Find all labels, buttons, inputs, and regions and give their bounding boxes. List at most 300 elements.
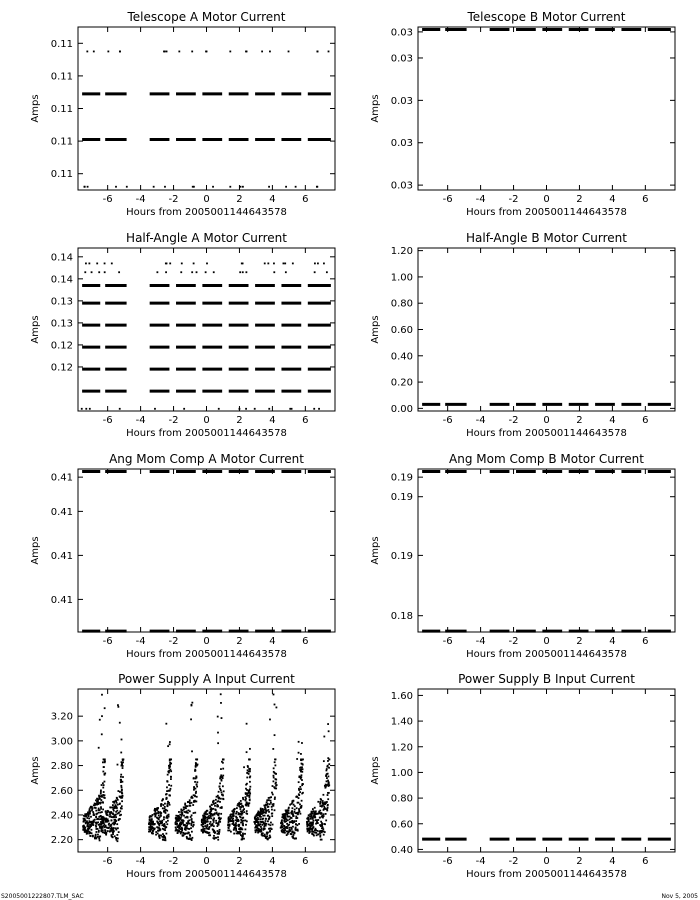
data-point <box>270 822 272 824</box>
data-point <box>249 791 251 793</box>
data-point <box>175 828 177 830</box>
data-point <box>82 825 84 827</box>
data-point <box>95 822 97 824</box>
data-point <box>221 717 223 719</box>
data-point <box>186 837 188 839</box>
data-point <box>121 763 123 765</box>
data-point <box>300 788 302 790</box>
data-point <box>99 840 101 842</box>
data-point <box>313 810 315 812</box>
data-point <box>164 829 166 831</box>
y-tick-label: 0.80 <box>390 793 413 805</box>
data-point <box>165 812 167 814</box>
data-point <box>289 827 291 829</box>
y-tick-label: 0.80 <box>390 298 413 310</box>
data-point <box>188 809 190 811</box>
data-point <box>161 821 163 823</box>
data-point <box>220 702 222 704</box>
data-point <box>316 830 318 832</box>
data-point <box>195 791 197 793</box>
chart-4 <box>370 231 675 439</box>
data-point <box>284 814 286 816</box>
data-point <box>217 732 219 734</box>
data-point <box>243 811 245 813</box>
data-point <box>269 836 271 838</box>
data-point <box>158 830 160 832</box>
data-point <box>165 826 167 828</box>
data-point <box>212 808 214 810</box>
data-point <box>99 719 101 721</box>
data-point <box>119 722 121 724</box>
data-point <box>218 824 220 826</box>
data-point <box>164 51 166 53</box>
y-tick-label: 1.60 <box>390 690 413 702</box>
data-point <box>100 791 102 793</box>
data-point <box>327 766 329 768</box>
data-point <box>87 186 89 188</box>
data-point <box>94 819 96 821</box>
y-tick-label: 3.00 <box>50 736 73 748</box>
data-point <box>103 758 105 760</box>
y-tick-label: 0.03 <box>390 95 413 107</box>
data-point <box>264 815 266 817</box>
data-point <box>268 824 270 826</box>
data-point <box>239 271 241 273</box>
data-point <box>261 810 263 812</box>
data-point <box>181 831 183 833</box>
data-point <box>156 271 158 273</box>
data-point <box>320 801 322 803</box>
data-point <box>193 794 195 796</box>
data-point <box>308 824 310 826</box>
data-point <box>256 830 258 832</box>
data-point <box>100 793 102 795</box>
data-point <box>176 824 178 826</box>
data-point <box>240 186 242 188</box>
data-point <box>175 827 177 829</box>
data-point <box>229 51 231 53</box>
data-point <box>249 781 251 783</box>
data-point <box>206 817 208 819</box>
data-point <box>324 807 326 809</box>
x-axis-label: Hours from 2005001144643578 <box>126 428 287 439</box>
data-point <box>265 820 267 822</box>
data-point <box>109 811 111 813</box>
data-point <box>166 790 168 792</box>
x-axis-label: Hours from 2005001144643578 <box>466 428 627 439</box>
data-point <box>293 804 295 806</box>
data-point <box>299 775 301 777</box>
data-point <box>261 834 263 836</box>
data-point <box>158 815 160 817</box>
data-point <box>165 263 167 265</box>
data-point <box>178 51 180 53</box>
data-point <box>245 828 247 830</box>
data-point <box>112 804 114 806</box>
data-point <box>102 802 104 804</box>
data-point <box>291 408 293 410</box>
y-tick-label: 2.80 <box>50 761 73 773</box>
data-point <box>311 811 313 813</box>
data-point <box>327 780 329 782</box>
x-tick-label: 6 <box>642 636 649 647</box>
x-tick-label: 6 <box>302 636 309 647</box>
x-tick-label: -2 <box>168 194 179 205</box>
x-tick-label: -4 <box>135 636 146 647</box>
data-point <box>186 817 188 819</box>
data-point <box>154 816 156 818</box>
data-point <box>119 814 121 816</box>
y-tick-label: 0.14 <box>50 252 73 264</box>
data-point <box>258 824 260 826</box>
data-point <box>205 813 207 815</box>
x-tick-label: 2 <box>576 856 583 867</box>
chart-title: Power Supply A Input Current <box>118 672 295 686</box>
data-point <box>259 818 261 820</box>
data-point <box>313 826 315 828</box>
data-point <box>328 51 330 53</box>
data-point <box>120 774 122 776</box>
data-point <box>151 818 153 820</box>
data-point <box>298 752 300 754</box>
data-point <box>105 834 107 836</box>
data-point <box>169 263 171 265</box>
data-point <box>109 806 111 808</box>
data-point <box>267 820 269 822</box>
data-point <box>243 766 245 768</box>
data-point <box>261 828 263 830</box>
data-point <box>298 823 300 825</box>
data-point <box>181 821 183 823</box>
data-point <box>93 804 95 806</box>
data-point <box>237 833 239 835</box>
data-point <box>301 774 303 776</box>
data-point <box>169 743 171 745</box>
x-tick-label: 4 <box>269 636 276 647</box>
data-point <box>165 821 167 823</box>
y-tick-label: 0.11 <box>50 136 73 148</box>
chart-title: Telescope A Motor Current <box>127 10 286 24</box>
data-point <box>164 823 166 825</box>
data-point <box>92 836 94 838</box>
data-point <box>284 821 286 823</box>
data-point <box>269 816 271 818</box>
data-point <box>217 836 219 838</box>
data-point <box>274 734 276 736</box>
data-point <box>314 807 316 809</box>
data-point <box>327 794 329 796</box>
data-point <box>105 825 107 827</box>
data-point <box>154 811 156 813</box>
data-point <box>184 833 186 835</box>
data-point <box>155 831 157 833</box>
data-point <box>103 797 105 799</box>
data-point <box>177 826 179 828</box>
data-point <box>104 707 106 709</box>
y-tick-label: 1.40 <box>390 716 413 728</box>
data-point <box>184 828 186 830</box>
data-point <box>193 822 195 824</box>
data-point <box>246 723 248 725</box>
data-point <box>273 271 275 273</box>
data-point <box>84 829 86 831</box>
data-point <box>213 817 215 819</box>
data-point <box>265 810 267 812</box>
data-point <box>192 804 194 806</box>
data-point <box>293 834 295 836</box>
data-point <box>86 51 88 53</box>
data-point <box>104 832 106 834</box>
data-point <box>212 823 214 825</box>
data-point <box>276 707 278 709</box>
data-points <box>82 471 331 631</box>
data-point <box>286 827 288 829</box>
data-points <box>81 263 331 410</box>
data-point <box>184 803 186 805</box>
x-tick-label: -6 <box>442 415 453 426</box>
data-point <box>232 815 234 817</box>
data-point <box>186 827 188 829</box>
data-point <box>210 821 212 823</box>
data-point <box>218 814 220 816</box>
data-point <box>148 821 150 823</box>
x-tick-label: 0 <box>203 194 210 205</box>
data-point <box>327 723 329 725</box>
data-point <box>90 816 92 818</box>
data-point <box>103 825 105 827</box>
data-point <box>168 784 170 786</box>
data-point <box>317 263 319 265</box>
data-point <box>240 800 242 802</box>
data-point <box>114 835 116 837</box>
data-point <box>106 827 108 829</box>
data-point <box>118 812 120 814</box>
data-point <box>264 834 266 836</box>
data-point <box>220 774 222 776</box>
data-point <box>166 793 168 795</box>
data-point <box>284 832 286 834</box>
data-point <box>96 798 98 800</box>
x-tick-label: -2 <box>508 415 519 426</box>
data-point <box>242 824 244 826</box>
data-point <box>215 802 217 804</box>
data-point <box>193 787 195 789</box>
data-point <box>268 809 270 811</box>
data-point <box>117 764 119 766</box>
data-point <box>273 780 275 782</box>
data-point <box>270 827 272 829</box>
data-point <box>267 803 269 805</box>
data-point <box>220 813 222 815</box>
data-point <box>239 408 241 410</box>
data-point <box>87 813 89 815</box>
data-point <box>195 764 197 766</box>
data-point <box>240 819 242 821</box>
data-point <box>203 822 205 824</box>
data-point <box>322 800 324 802</box>
data-point <box>268 186 270 188</box>
chart-title: Telescope B Motor Current <box>467 10 626 24</box>
data-point <box>117 799 119 801</box>
data-point <box>178 811 180 813</box>
x-tick-label: -6 <box>102 856 113 867</box>
data-point <box>83 815 85 817</box>
data-point <box>268 408 270 410</box>
data-point <box>116 797 118 799</box>
x-tick-label: -2 <box>508 636 519 647</box>
data-point <box>245 793 247 795</box>
data-point <box>208 832 210 834</box>
data-point <box>271 806 273 808</box>
data-point <box>301 793 303 795</box>
data-point <box>116 810 118 812</box>
data-point <box>286 823 288 825</box>
data-point <box>98 818 100 820</box>
data-point <box>104 819 106 821</box>
data-point <box>263 823 265 825</box>
data-point <box>268 818 270 820</box>
data-point <box>206 810 208 812</box>
data-point <box>222 768 224 770</box>
data-point <box>292 263 294 265</box>
data-point <box>168 772 170 774</box>
data-point <box>222 777 224 779</box>
data-point <box>249 788 251 790</box>
x-axis-label: Hours from 2005001144643578 <box>466 649 627 660</box>
x-tick-label: 0 <box>203 636 210 647</box>
data-point <box>183 408 185 410</box>
data-point <box>99 836 101 838</box>
data-point <box>196 781 198 783</box>
data-point <box>281 816 283 818</box>
data-point <box>182 832 184 834</box>
data-point <box>217 801 219 803</box>
data-point <box>286 816 288 818</box>
data-point <box>214 805 216 807</box>
data-point <box>120 776 122 778</box>
data-point <box>119 791 121 793</box>
data-point <box>164 825 166 827</box>
data-point <box>236 807 238 809</box>
data-point <box>156 812 158 814</box>
data-point <box>235 822 237 824</box>
data-point <box>193 789 195 791</box>
data-point <box>167 817 169 819</box>
data-point <box>93 51 95 53</box>
data-point <box>191 702 193 704</box>
data-point <box>84 831 86 833</box>
data-point <box>116 823 118 825</box>
data-point <box>196 758 198 760</box>
data-point <box>284 263 286 265</box>
data-point <box>88 810 90 812</box>
data-point <box>88 828 90 830</box>
data-point <box>202 823 204 825</box>
data-point <box>160 805 162 807</box>
x-tick-label: 2 <box>236 415 243 426</box>
data-point <box>311 829 313 831</box>
data-point <box>118 831 120 833</box>
data-point <box>164 186 166 188</box>
data-point <box>245 408 247 410</box>
x-tick-label: 4 <box>609 194 616 205</box>
x-tick-label: 4 <box>269 415 276 426</box>
data-point <box>113 816 115 818</box>
data-point <box>150 822 152 824</box>
data-point <box>91 271 93 273</box>
data-point <box>273 777 275 779</box>
data-point <box>118 818 120 820</box>
data-point <box>168 770 170 772</box>
data-point <box>302 768 304 770</box>
data-point <box>219 821 221 823</box>
data-point <box>166 781 168 783</box>
data-point <box>178 815 180 817</box>
data-point <box>210 810 212 812</box>
data-point <box>84 271 86 273</box>
data-point <box>233 812 235 814</box>
data-point <box>293 832 295 834</box>
data-point <box>182 810 184 812</box>
data-point <box>163 835 165 837</box>
data-point <box>316 834 318 836</box>
data-point <box>217 833 219 835</box>
plot-frame <box>418 469 675 632</box>
data-point <box>298 793 300 795</box>
data-point <box>320 799 322 801</box>
data-point <box>271 792 273 794</box>
data-point <box>281 830 283 832</box>
data-point <box>148 826 150 828</box>
data-point <box>104 829 106 831</box>
data-point <box>286 814 288 816</box>
data-point <box>101 784 103 786</box>
data-point <box>327 792 329 794</box>
data-point <box>295 829 297 831</box>
data-point <box>318 830 320 832</box>
data-point <box>104 263 106 265</box>
data-point <box>191 704 193 706</box>
data-point <box>233 824 235 826</box>
data-point <box>271 813 273 815</box>
data-point <box>319 803 321 805</box>
data-point <box>186 805 188 807</box>
data-point <box>220 807 222 809</box>
data-point <box>245 804 247 806</box>
data-point <box>103 766 105 768</box>
x-tick-label: 0 <box>543 194 550 205</box>
y-tick-label: 0.20 <box>390 377 413 389</box>
y-tick-label: 2.40 <box>50 810 73 822</box>
data-point <box>158 825 160 827</box>
data-point <box>244 833 246 835</box>
data-point <box>115 186 117 188</box>
data-point <box>322 802 324 804</box>
data-point <box>95 799 97 801</box>
data-point <box>328 781 330 783</box>
data-point <box>319 824 321 826</box>
data-point <box>169 795 171 797</box>
data-point <box>280 826 282 828</box>
data-point <box>155 834 157 836</box>
x-tick-label: 6 <box>302 415 309 426</box>
y-tick-label: 0.14 <box>50 274 73 286</box>
x-tick-label: 6 <box>642 194 649 205</box>
data-point <box>236 817 238 819</box>
data-point <box>191 831 193 833</box>
data-point <box>97 803 99 805</box>
data-point <box>212 814 214 816</box>
